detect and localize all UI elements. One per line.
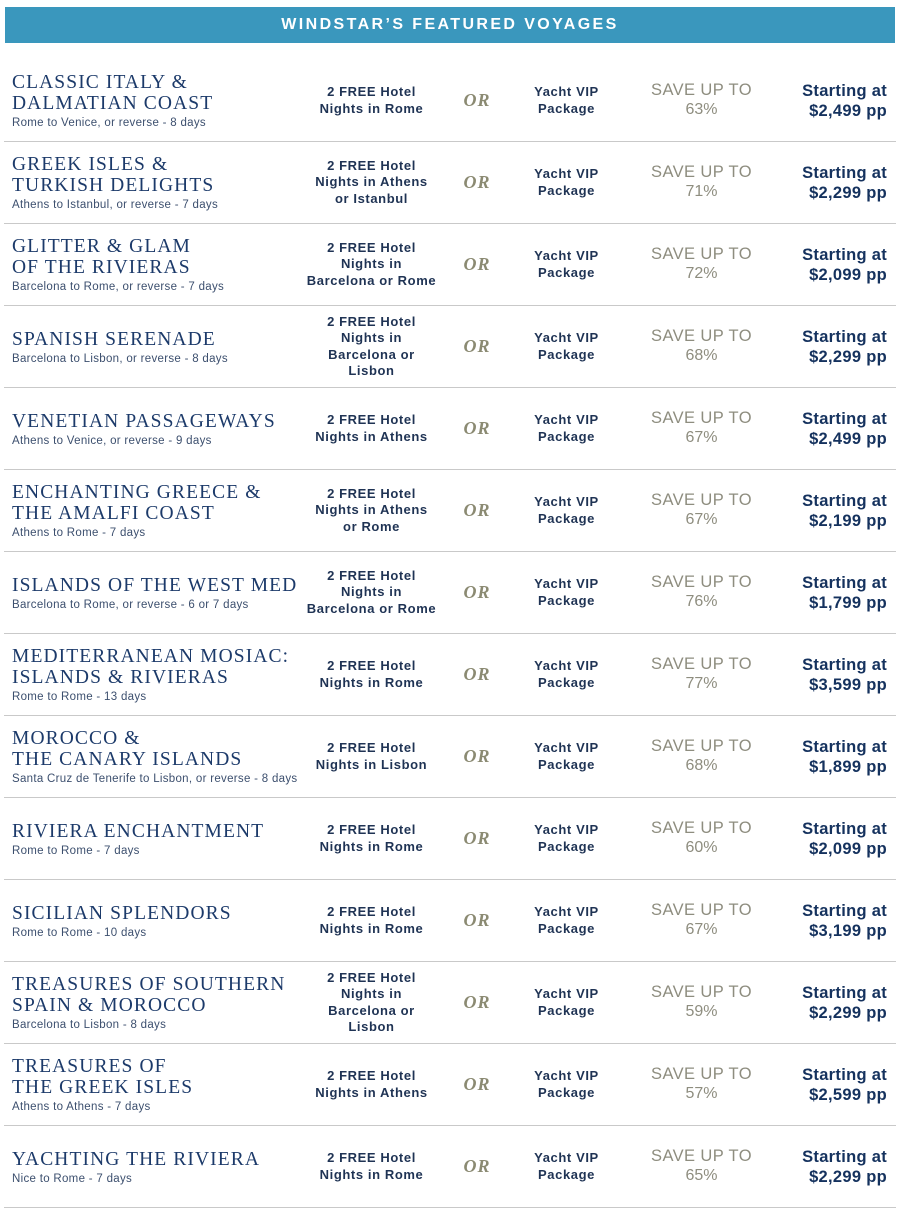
voyage-route: Athens to Istanbul, or reverse - 7 days — [12, 199, 219, 211]
savings-percent: 59% — [685, 1003, 718, 1020]
vip-offer-text: Yacht VIP Package — [534, 330, 599, 362]
voyage-route: Barcelona to Lisbon, or reverse - 8 days — [12, 352, 228, 365]
vip-offer-text: Yacht VIP Package — [534, 740, 599, 772]
voyage-row — [4, 798, 896, 880]
price-value: $2,499 pp — [809, 101, 887, 120]
voyage-name: MEDITERRANEAN MOSIAC: ISLANDS & RIVIERAS — [12, 646, 290, 688]
savings — [629, 634, 774, 715]
savings-label: SAVE UP TO — [651, 819, 752, 837]
price — [769, 880, 887, 961]
voyage-name: GREEK ISLES & TURKISH DELIGHTS — [12, 154, 215, 196]
voyage-name: ENCHANTING GREECE & THE AMALFI COAST — [12, 482, 262, 524]
price-label: Starting at — [802, 901, 887, 920]
voyage-row — [4, 880, 896, 962]
price — [769, 224, 887, 305]
voyage-name: GLITTER & GLAM OF THE RIVIERAS — [12, 236, 191, 278]
savings — [629, 224, 774, 305]
voyage-info — [12, 470, 302, 551]
price-label: Starting at — [802, 655, 887, 674]
or-separator — [452, 470, 502, 551]
or-text: OR — [463, 90, 491, 110]
or-separator — [452, 634, 502, 715]
price-label: Starting at — [802, 1065, 887, 1084]
voyage-info — [12, 1044, 302, 1125]
voyage-info — [12, 798, 302, 879]
price-label: Starting at — [802, 163, 887, 182]
savings-label: SAVE UP TO — [651, 245, 752, 263]
price — [769, 552, 887, 633]
hotel-offer — [294, 470, 449, 551]
savings — [629, 962, 774, 1043]
price-label: Starting at — [802, 491, 887, 510]
savings — [629, 60, 774, 141]
price — [769, 60, 887, 141]
or-text: OR — [463, 664, 491, 684]
voyage-name: ISLANDS OF THE WEST MED — [12, 574, 298, 596]
price-value: $2,099 pp — [809, 839, 887, 858]
voyage-route: Barcelona to Rome, or reverse - 6 or 7 days — [12, 598, 249, 611]
voyage-row — [4, 60, 896, 142]
or-text: OR — [463, 746, 491, 766]
savings — [629, 880, 774, 961]
voyage-route: Athens to Venice, or reverse - 9 days — [12, 434, 212, 447]
price-value: $1,799 pp — [809, 593, 887, 612]
hotel-offer-text: 2 FREE Hotel Nights in Athens or Istanbul — [315, 157, 428, 206]
savings-percent: 67% — [685, 429, 718, 446]
savings — [629, 306, 774, 387]
or-text: OR — [463, 1074, 491, 1094]
price-label: Starting at — [802, 573, 887, 592]
savings-label: SAVE UP TO — [651, 1147, 752, 1165]
voyage-row — [4, 552, 896, 634]
voyage-info — [12, 552, 302, 633]
hotel-offer-text: 2 FREE Hotel Nights in Rome — [319, 84, 424, 116]
price-label: Starting at — [802, 1147, 887, 1166]
or-text: OR — [463, 582, 491, 602]
hotel-offer-text: 2 FREE Hotel Nights in Rome — [319, 1150, 424, 1182]
price-value: $2,599 pp — [809, 1085, 887, 1104]
or-text: OR — [463, 336, 491, 356]
voyage-info — [12, 142, 302, 223]
voyage-row — [4, 962, 896, 1044]
voyage-name: RIVIERA ENCHANTMENT — [12, 820, 265, 842]
price-value: $2,099 pp — [809, 265, 887, 284]
savings-label: SAVE UP TO — [651, 655, 752, 673]
or-separator — [452, 142, 502, 223]
vip-offer-text: Yacht VIP Package — [534, 1150, 599, 1182]
savings-label: SAVE UP TO — [651, 737, 752, 755]
vip-offer-text: Yacht VIP Package — [534, 1068, 599, 1100]
vip-offer-text: Yacht VIP Package — [534, 904, 599, 936]
or-text: OR — [463, 910, 491, 930]
savings-label: SAVE UP TO — [651, 81, 752, 99]
or-separator — [452, 1044, 502, 1125]
voyage-name: MOROCCO & THE CANARY ISLANDS — [12, 728, 243, 770]
savings-percent: 68% — [685, 757, 718, 774]
vip-offer-text: Yacht VIP Package — [534, 576, 599, 608]
voyage-row — [4, 306, 896, 388]
hotel-offer — [294, 552, 449, 633]
savings-percent: 65% — [685, 1167, 718, 1184]
price — [769, 388, 887, 469]
vip-offer-text: Yacht VIP Package — [534, 84, 599, 116]
savings-label: SAVE UP TO — [651, 983, 752, 1001]
savings-percent: 72% — [685, 265, 718, 282]
price-value: $1,899 pp — [809, 757, 887, 776]
hotel-offer — [294, 388, 449, 469]
or-separator — [452, 552, 502, 633]
savings — [629, 1044, 774, 1125]
hotel-offer-text: 2 FREE Hotel Nights in Barcelona or Lisbon — [327, 313, 416, 378]
price-label: Starting at — [802, 409, 887, 428]
or-separator — [452, 798, 502, 879]
vip-offer-text: Yacht VIP Package — [534, 494, 599, 526]
or-text: OR — [463, 418, 491, 438]
voyage-route: Barcelona to Rome, or reverse - 7 days — [12, 281, 225, 293]
or-text: OR — [463, 500, 491, 520]
savings — [629, 552, 774, 633]
voyage-route: Santa Cruz de Tenerife to Lisbon, or reverse - 8 days — [12, 773, 298, 785]
vip-offer-text: Yacht VIP Package — [534, 248, 599, 280]
price-label: Starting at — [802, 819, 887, 838]
hotel-offer-text: 2 FREE Hotel Nights in Barcelona or Rome — [306, 239, 437, 288]
voyage-route: Rome to Venice, or reverse - 8 days — [12, 117, 206, 129]
price — [769, 142, 887, 223]
hotel-offer-text: 2 FREE Hotel Nights in Athens — [315, 1068, 428, 1100]
vip-offer-text: Yacht VIP Package — [534, 166, 599, 198]
savings — [629, 716, 774, 797]
vip-offer — [509, 634, 624, 715]
hotel-offer — [294, 306, 449, 387]
voyage-name: VENETIAN PASSAGEWAYS — [12, 410, 276, 432]
vip-offer — [509, 798, 624, 879]
hotel-offer — [294, 798, 449, 879]
price — [769, 306, 887, 387]
voyage-table — [4, 60, 896, 1208]
voyage-name: YACHTING THE RIVIERA — [12, 1148, 261, 1170]
price-value: $2,299 pp — [809, 1167, 887, 1186]
savings — [629, 388, 774, 469]
or-separator — [452, 716, 502, 797]
vip-offer — [509, 1126, 624, 1207]
savings-percent: 60% — [685, 839, 718, 856]
price-value: $2,299 pp — [809, 1003, 887, 1022]
savings-percent: 71% — [685, 183, 718, 200]
or-separator — [452, 60, 502, 141]
voyage-info — [12, 716, 302, 797]
price-value: $2,299 pp — [809, 347, 887, 366]
price — [769, 470, 887, 551]
vip-offer — [509, 388, 624, 469]
voyage-info — [12, 60, 302, 141]
or-text: OR — [463, 1156, 491, 1176]
vip-offer — [509, 60, 624, 141]
or-separator — [452, 1126, 502, 1207]
price-value: $3,199 pp — [809, 921, 887, 940]
savings-percent: 67% — [685, 511, 718, 528]
savings — [629, 470, 774, 551]
vip-offer-text: Yacht VIP Package — [534, 658, 599, 690]
savings-label: SAVE UP TO — [651, 901, 752, 919]
hotel-offer-text: 2 FREE Hotel Nights in Barcelona or Rome — [306, 567, 437, 616]
voyage-info — [12, 1126, 302, 1207]
voyage-info — [12, 224, 302, 305]
savings-percent: 57% — [685, 1085, 718, 1102]
voyage-row — [4, 716, 896, 798]
vip-offer — [509, 962, 624, 1043]
voyage-row — [4, 388, 896, 470]
voyage-route: Athens to Athens - 7 days — [12, 1101, 151, 1113]
voyage-row — [4, 1126, 896, 1208]
price — [769, 634, 887, 715]
hotel-offer — [294, 716, 449, 797]
hotel-offer — [294, 1044, 449, 1125]
voyage-info — [12, 306, 302, 387]
page-title-banner — [5, 7, 895, 43]
savings-percent: 68% — [685, 347, 718, 364]
price-label: Starting at — [802, 81, 887, 100]
hotel-offer — [294, 634, 449, 715]
voyage-name: SICILIAN SPLENDORS — [12, 902, 232, 924]
vip-offer — [509, 716, 624, 797]
hotel-offer — [294, 962, 449, 1043]
voyage-route: Barcelona to Lisbon - 8 days — [12, 1019, 167, 1031]
price-value: $2,499 pp — [809, 429, 887, 448]
or-text: OR — [463, 254, 491, 274]
voyage-info — [12, 880, 302, 961]
or-separator — [452, 962, 502, 1043]
hotel-offer — [294, 60, 449, 141]
savings-label: SAVE UP TO — [651, 1065, 752, 1083]
voyage-route: Athens to Rome - 7 days — [12, 527, 146, 539]
price-value: $3,599 pp — [809, 675, 887, 694]
hotel-offer-text: 2 FREE Hotel Nights in Athens — [315, 412, 428, 444]
savings-label: SAVE UP TO — [651, 491, 752, 509]
voyage-name: SPANISH SERENADE — [12, 328, 216, 350]
hotel-offer-text: 2 FREE Hotel Nights in Rome — [319, 904, 424, 936]
price — [769, 798, 887, 879]
hotel-offer-text: 2 FREE Hotel Nights in Athens or Rome — [315, 485, 428, 534]
hotel-offer-text: 2 FREE Hotel Nights in Rome — [319, 658, 424, 690]
vip-offer-text: Yacht VIP Package — [534, 822, 599, 854]
voyage-row — [4, 142, 896, 224]
voyage-info — [12, 962, 302, 1043]
savings-label: SAVE UP TO — [651, 163, 752, 181]
vip-offer-text: Yacht VIP Package — [534, 986, 599, 1018]
hotel-offer — [294, 1126, 449, 1207]
voyage-info — [12, 388, 302, 469]
price — [769, 962, 887, 1043]
or-text: OR — [463, 992, 491, 1012]
voyage-name: TREASURES OF THE GREEK ISLES — [12, 1056, 194, 1098]
hotel-offer — [294, 142, 449, 223]
savings-label: SAVE UP TO — [651, 573, 752, 591]
vip-offer — [509, 880, 624, 961]
or-separator — [452, 306, 502, 387]
savings-percent: 63% — [685, 101, 718, 118]
price-label: Starting at — [802, 327, 887, 346]
savings — [629, 142, 774, 223]
hotel-offer-text: 2 FREE Hotel Nights in Rome — [319, 822, 424, 854]
price-label: Starting at — [802, 983, 887, 1002]
savings — [629, 1126, 774, 1207]
vip-offer-text: Yacht VIP Package — [534, 412, 599, 444]
hotel-offer-text: 2 FREE Hotel Nights in Barcelona or Lisbon — [327, 969, 416, 1034]
or-text: OR — [463, 172, 491, 192]
voyage-row — [4, 634, 896, 716]
or-separator — [452, 388, 502, 469]
price — [769, 1044, 887, 1125]
vip-offer — [509, 306, 624, 387]
voyage-name: CLASSIC ITALY & DALMATIAN COAST — [12, 72, 214, 114]
voyage-route: Rome to Rome - 10 days — [12, 926, 147, 939]
vip-offer — [509, 1044, 624, 1125]
voyage-row — [4, 470, 896, 552]
price-label: Starting at — [802, 737, 887, 756]
savings-percent: 76% — [685, 593, 718, 610]
voyage-route: Rome to Rome - 7 days — [12, 844, 140, 857]
vip-offer — [509, 470, 624, 551]
hotel-offer — [294, 224, 449, 305]
voyage-name: TREASURES OF SOUTHERN SPAIN & MOROCCO — [12, 974, 286, 1016]
or-text: OR — [463, 828, 491, 848]
savings-percent: 77% — [685, 675, 718, 692]
savings-label: SAVE UP TO — [651, 327, 752, 345]
price-label: Starting at — [802, 245, 887, 264]
savings-label: SAVE UP TO — [651, 409, 752, 427]
voyage-row — [4, 224, 896, 306]
voyage-row — [4, 1044, 896, 1126]
price — [769, 716, 887, 797]
price-value: $2,299 pp — [809, 183, 887, 202]
price-value: $2,199 pp — [809, 511, 887, 530]
or-separator — [452, 224, 502, 305]
hotel-offer — [294, 880, 449, 961]
savings — [629, 798, 774, 879]
voyage-info — [12, 634, 302, 715]
savings-percent: 67% — [685, 921, 718, 938]
or-separator — [452, 880, 502, 961]
price — [769, 1126, 887, 1207]
page-title: WINDSTAR’S FEATURED VOYAGES — [281, 16, 619, 33]
vip-offer — [509, 142, 624, 223]
hotel-offer-text: 2 FREE Hotel Nights in Lisbon — [315, 740, 428, 772]
voyage-route: Nice to Rome - 7 days — [12, 1172, 133, 1185]
vip-offer — [509, 224, 624, 305]
vip-offer — [509, 552, 624, 633]
voyage-route: Rome to Rome - 13 days — [12, 691, 147, 703]
